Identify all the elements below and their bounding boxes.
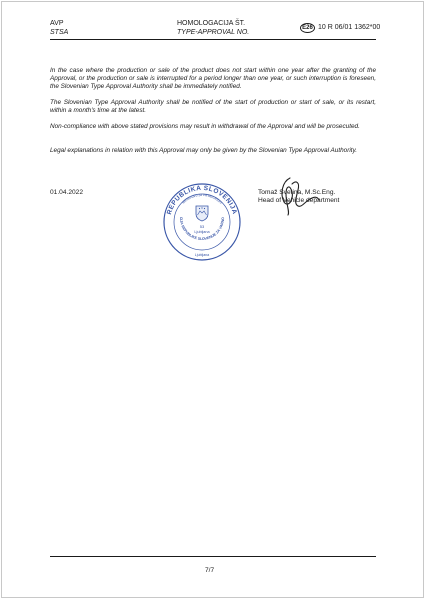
- paragraph-non-compliance: Non-compliance with above stated provisions may result in withdrawal of the Approval and will be prosecuted.: [50, 123, 360, 130]
- paragraph-notification: In the case where the production or sale of the product does not start within one year after the granting of the Approval, or the production or sale is interrupted for a period longer than one year, or such interruption is foreseen, the Slovenian Type Approval Authority shall be immediately notified.: [50, 67, 376, 91]
- official-seal-icon: [162, 182, 242, 262]
- header-divider: [50, 39, 376, 40]
- seal-inner-text: Ministrstvo za infrastrukturo: [181, 192, 223, 205]
- paragraph-start-production: The Slovenian Type Approval Authority shall be notified of the start of production or start of sale, or its restart, within a month's time at the latest.: [50, 99, 376, 115]
- footer-divider: [50, 556, 376, 557]
- e-mark-icon: E26: [300, 23, 315, 33]
- page-number: 7/7: [205, 567, 215, 574]
- signer-name: Tomaž Svetina, M.Sc.Eng.: [258, 189, 336, 196]
- header-right: [300, 23, 380, 33]
- coat-of-arms-icon: [196, 206, 208, 221]
- header-middle: [177, 20, 249, 37]
- seal-number: 53: [199, 224, 205, 229]
- handwritten-signature-icon: [268, 176, 320, 216]
- header-title-en: TYPE-APPROVAL NO.: [177, 28, 250, 36]
- signer-title: Head of Vehicle department: [258, 197, 340, 205]
- paragraph-legal-explanations: Legal explanations in relation with this Approval may only be given by the Slovenian Type Approval Authority.: [50, 147, 358, 154]
- header-abbrev: AVP: [50, 20, 64, 27]
- seal-city: Ljubljana: [194, 230, 210, 234]
- header-left: [50, 20, 68, 37]
- approval-number: 10 R 06/01 1362*00: [318, 23, 381, 31]
- header-title: HOMOLOGACIJA ŠT.: [177, 20, 246, 27]
- issue-date: 01.04.2022: [50, 189, 84, 196]
- seal-bottom-text: Ljubljana: [194, 253, 210, 257]
- seal-ring-text: CIJA REPUBLIKE SLOVENIJE ZA VARNO: [178, 216, 226, 242]
- header-abbrev-en: STSA: [50, 28, 69, 36]
- seal-outer-text: REPUBLIKA SLOVENIJA: [165, 184, 239, 216]
